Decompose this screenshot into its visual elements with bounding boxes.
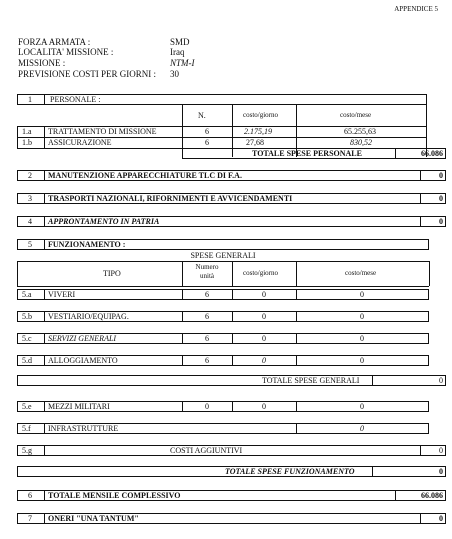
col-units-header-2: unità — [200, 272, 214, 280]
row-label: VESTIARIO/EQUIPAG. — [48, 312, 129, 321]
appendix-label: APPENDICE 5 — [394, 5, 438, 13]
spese-generali-title: SPESE GENERALI — [190, 251, 256, 260]
row-month: 0 — [360, 334, 364, 343]
section-label: APPRONTAMENTO IN PATRIA — [48, 217, 160, 226]
row-label: ASSICURAZIONE — [48, 138, 112, 147]
section-num: 4 — [28, 217, 32, 226]
section-num: 2 — [28, 171, 32, 180]
section-num: 6 — [28, 491, 32, 500]
row-code: 5.d — [22, 356, 32, 365]
row-day: 0 — [262, 356, 266, 365]
funzionamento-title: FUNZIONAMENTO : — [48, 240, 126, 249]
section-value: 0 — [439, 194, 443, 203]
funzionamento-num: 5 — [28, 240, 32, 249]
row-n: 6 — [205, 290, 209, 299]
personale-total-label: TOTALE SPESE PERSONALE — [252, 149, 362, 158]
row-label: SERVIZI GENERALI — [48, 334, 117, 343]
col-day-header: costo/giorno — [243, 111, 278, 119]
info-value-missione: NTM-I — [170, 58, 195, 68]
row-code: 1.a — [22, 127, 32, 136]
row-label: COSTI AGGIUNTIVI — [170, 446, 243, 455]
info-value-giorni: 30 — [170, 69, 179, 79]
section-label: MANUTENZIONE APPARECCHIATURE TLC DI F.A. — [48, 171, 242, 180]
section-num: 7 — [28, 514, 32, 523]
row-day: 0 — [262, 312, 266, 321]
row-n: 6 — [205, 138, 209, 147]
totale-mensile-label: TOTALE MENSILE COMPLESSIVO — [48, 491, 181, 500]
row-n: 6 — [205, 356, 209, 365]
una-tantum-value: 0 — [439, 514, 443, 523]
row-code: 5.e — [22, 402, 32, 411]
row-label: ALLOGGIAMENTO — [48, 356, 118, 365]
row-label: TRATTAMENTO DI MISSIONE — [48, 127, 157, 136]
row-code: 5.c — [22, 334, 32, 343]
personale-total-value: 66.086 — [421, 149, 443, 158]
info-label-localita: LOCALITA' MISSIONE : — [18, 47, 114, 57]
col-type-header: TIPO — [103, 269, 121, 278]
spese-generali-total-value: 0 — [439, 376, 443, 385]
row-month: 65.255,63 — [344, 127, 376, 136]
row-n: 6 — [205, 312, 209, 321]
row-month: 0 — [360, 402, 364, 411]
row-month: 0 — [360, 290, 364, 299]
personale-title: PERSONALE : — [50, 95, 101, 104]
row-month: 830,52 — [350, 138, 372, 147]
row-n: 0 — [205, 402, 209, 411]
section-label: TRASPORTI NAZIONALI, RIFORNIMENTI E AVVICENDAMENTI — [48, 194, 293, 203]
col-n-header: N. — [198, 111, 206, 120]
row-month: 0 — [360, 356, 364, 365]
personale-num: 1 — [28, 95, 32, 104]
row-day: 2.175,19 — [244, 127, 272, 136]
funzionamento-total-value: 0 — [439, 467, 443, 476]
info-value-forza: SMD — [170, 37, 190, 47]
col-units-header-1: Numero — [195, 263, 219, 271]
row-month: 0 — [360, 424, 364, 433]
col-month-header: costo/mese — [345, 269, 377, 277]
totale-mensile-value: 66.086 — [421, 491, 443, 500]
section-value: 0 — [439, 217, 443, 226]
row-label: INFRASTRUTTURE — [48, 424, 119, 433]
row-code: 5.b — [22, 312, 32, 321]
spese-generali-total-label: TOTALE SPESE GENERALI — [262, 376, 360, 385]
funzionamento-total-label: TOTALE SPESE FUNZIONAMENTO — [225, 467, 355, 476]
row-code: 5.f — [22, 424, 31, 433]
row-month: 0 — [360, 312, 364, 321]
row-code: 5.a — [22, 290, 32, 299]
info-label-giorni: PREVISIONE COSTI PER GIORNI : — [18, 69, 157, 79]
row-day: 0 — [262, 334, 266, 343]
row-code: 1.b — [22, 138, 32, 147]
row-label: VIVERI — [48, 290, 76, 299]
row-month: 0 — [439, 446, 443, 455]
info-value-localita: Iraq — [170, 47, 185, 57]
row-day: 27,68 — [246, 138, 264, 147]
info-label-forza: FORZA ARMATA : — [18, 37, 91, 47]
row-n: 6 — [205, 334, 209, 343]
section-num: 3 — [28, 194, 32, 203]
row-day: 0 — [262, 290, 266, 299]
col-day-header: costo/giorno — [243, 269, 278, 277]
row-label: MEZZI MILITARI — [48, 402, 110, 411]
row-code: 5.g — [22, 446, 32, 455]
una-tantum-label: ONERI "UNA TANTUM" — [48, 514, 139, 523]
row-day: 0 — [262, 402, 266, 411]
row-n: 6 — [205, 127, 209, 136]
section-value: 0 — [439, 171, 443, 180]
info-label-missione: MISSIONE : — [18, 58, 66, 68]
col-month-header: costo/mese — [340, 111, 372, 119]
